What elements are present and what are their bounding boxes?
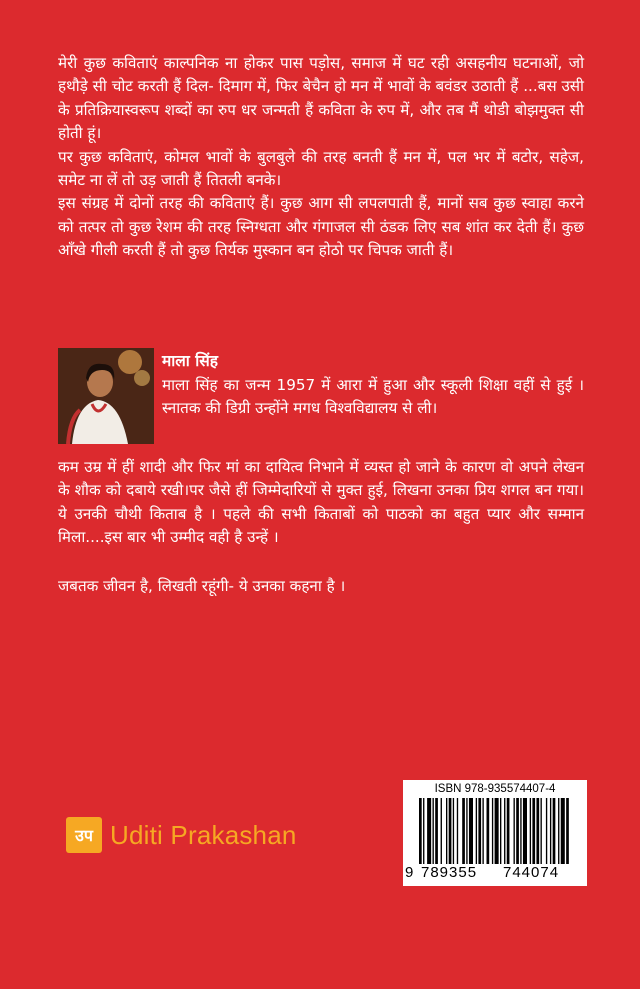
author-bio-3: जबतक जीवन है, लिखती रहूंगी- ये उनका कहना है । xyxy=(58,577,346,595)
isbn-barcode xyxy=(403,780,587,886)
publisher-name: Uditi Prakashan xyxy=(110,819,297,850)
barcode-bars xyxy=(409,798,581,864)
author-bio-2: कम उम्र में हीं शादी और फिर मां का दायित्व निभाने में व्यस्त हो जाने के कारण वो अपने लेखन के शौक को दबाये रखी।पर जैसे हीं जिम्मेदारियों से मुक्त हुई, लिखना उनका प्रिय शगल बन गया।ये उनकी चौथी किताब है । पहले की सभी किताबों को पाठको का बहुत प्यार और सम्मान मिला....इस बार भी उम्मीद वही है उन्हें । xyxy=(58,458,584,547)
author-bio-1: माला सिंह का जन्म 1957 में आरा में हुआ और स्कूली शिक्षा वहीं से हुई । स्नातक की डिग्री उन्होंने मगध विश्वविद्यालय से ली। xyxy=(162,376,584,418)
publisher-logo: उप xyxy=(66,817,102,853)
barcode-digit-first: 9 xyxy=(405,864,415,881)
barcode-digits-right: 744074 xyxy=(503,864,560,881)
author-name: माला सिंह xyxy=(162,352,218,370)
isbn-text: ISBN 978-935574407-4 xyxy=(434,783,556,795)
publisher xyxy=(66,815,297,855)
blurb-paragraph-2: पर कुछ कविताएं, कोमल भावों के बुलबुले की तरह बनती हैं मन में, पल भर में बटोर, सहेज, समेट ना लें तो उड़ जाती हैं तितली बनके। xyxy=(58,147,584,190)
blurb xyxy=(58,52,584,263)
author-photo xyxy=(58,348,154,444)
blurb-paragraph-1: मेरी कुछ कविताएं काल्पनिक ना होकर पास पड़ोस, समाज में घट रही असहनीय घटनाओं, जो हथौड़े सी चोट करती हैं दिल- दिमाग में, फिर बेचैन हो मन में भावों के बवंडर उठाती हैं ...बस उसी के प्रतिक्रियास्वरूप शब्दों का रुप धर जन्मती हैं कविता के रुप में, और तब मैं थोडी बोझमुक्त सी होती हूं। xyxy=(58,54,584,143)
barcode-digits-left: 789355 xyxy=(421,864,478,881)
blurb-paragraph-3: इस संग्रह में दोनों तरह की कविताएं हैं। कुछ आग सी लपलपाती हैं, मानों सब कुछ स्वाहा करने को तत्पर तो कुछ रेशम की तरह स्निग्धता और गंगाजल सी ठंडक लिए सब शांत कर देती हैं। कुछ आँखे गीली करती हैं तो कुछ तिर्यक मुस्कान बन होठो पर चिपक जाती हैं। xyxy=(58,194,584,260)
